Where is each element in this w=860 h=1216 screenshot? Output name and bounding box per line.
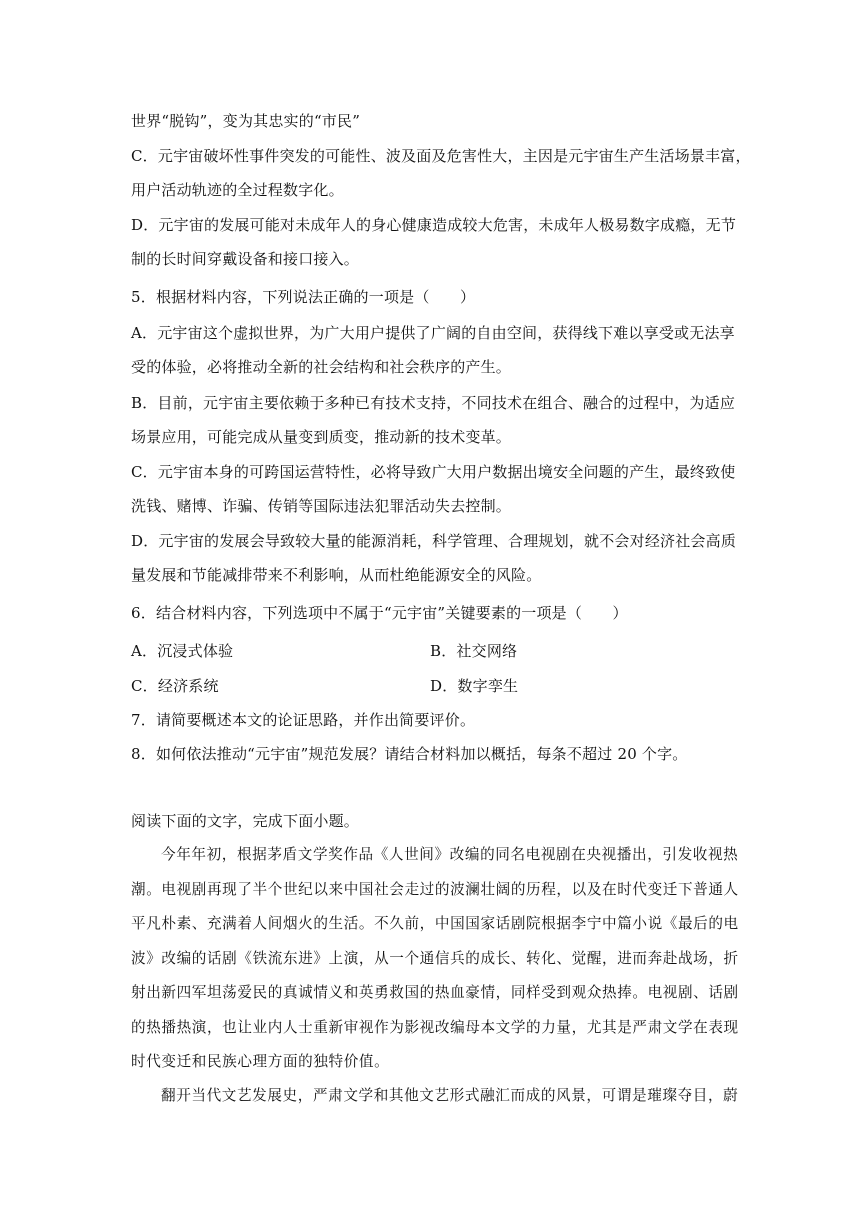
q5-option-d-line1: D．元宇宙的发展会导致较大量的能源消耗，科学管理、合理规划，就不会对经济社会高质 <box>131 532 737 550</box>
q4-option-d-line2: 制的长时间穿戴设备和接口接入。 <box>131 250 360 268</box>
passage-p1-line5: 射出新四军坦荡爱民的真诚情义和英勇救国的热血豪情，同样受到观众热捧。电视剧、话剧 <box>131 984 739 1001</box>
q6-option-c: C．经济系统 <box>131 677 219 695</box>
passage-p1-line1: 今年年初，根据茅盾文学奖作品《人世间》改编的同名电视剧在央视播出，引发收视热 <box>161 846 739 863</box>
q5-option-b-line2: 场景应用，可能完成从量变到质变，推动新的技术变革。 <box>131 428 512 446</box>
q4-option-d-line1: D．元宇宙的发展可能对未成年人的身心健康造成较大危害，未成年人极易数字成瘾，无节 <box>131 216 737 234</box>
q5-option-a-line1: A．元宇宙这个虚拟世界，为广大用户提供了广阔的自由空间，获得线下难以享受或无法享 <box>131 324 735 342</box>
q5-option-a-line2: 受的体验，必将推动全新的社会结构和社会秩序的产生。 <box>131 358 512 376</box>
q8-stem: 8．如何依法推动“元宇宙”规范发展？请结合材料加以概括，每条不超过 20 个字。 <box>131 745 688 763</box>
passage-p1-line2: 潮。电视剧再现了半个世纪以来中国社会走过的波澜壮阔的历程，以及在时代变迁下普通人 <box>131 881 739 898</box>
passage-p1-line3: 平凡朴素、充满着人间烟火的生活。不久前，中国国家话剧院根据李宁中篇小说《最后的电 <box>131 915 739 932</box>
q6-option-d: D．数字孪生 <box>430 677 519 695</box>
q5-stem: 5．根据材料内容，下列说法正确的一项是（ ） <box>131 288 476 306</box>
q4-option-c-line1: C．元宇宙破坏性事件突发的可能性、波及面及危害性大，主因是元宇宙生产生活场景丰富， <box>131 147 751 165</box>
q5-option-c-line2: 洗钱、赌博、诈骗、传销等国际违法犯罪活动失去控制。 <box>131 497 512 515</box>
reading-instruction: 阅读下面的文字，完成下面小题。 <box>131 812 360 830</box>
q6-option-a: A．沉浸式体验 <box>131 642 234 660</box>
q4-option-b-continuation: 世界“脱钩”，变为其忠实的“市民” <box>131 112 361 130</box>
passage-p1-line6: 的热播热演，也让业内人士重新审视作为影视改编母本文学的力量，尤其是严肃文学在表现 <box>131 1019 739 1036</box>
q4-option-c-line2: 用户活动轨迹的全过程数字化。 <box>131 181 344 199</box>
q5-option-c-line1: C．元宇宙本身的可跨国运营特性，必将导致广大用户数据出境安全问题的产生，最终致使 <box>131 463 736 481</box>
q6-option-b: B．社交网络 <box>430 642 518 660</box>
passage-p2-line1: 翻开当代文艺发展史，严肃文学和其他文艺形式融汇而成的风景，可谓是璀璨夺目，蔚 <box>161 1087 739 1104</box>
q5-option-b-line1: B．目前，元宇宙主要依赖于多种已有技术支持，不同技术在组合、融合的过程中，为适应 <box>131 394 736 412</box>
q7-stem: 7．请简要概述本文的论证思路，并作出简要评价。 <box>131 711 476 729</box>
passage-p1-line7: 时代变迁和民族心理方面的独特价值。 <box>131 1053 390 1070</box>
q6-stem: 6．结合材料内容，下列选项中不属于“元宇宙”关键要素的一项是（ ） <box>131 604 628 622</box>
q5-option-d-line2: 量发展和节能减排带来不利影响，从而杜绝能源安全的风险。 <box>131 566 542 584</box>
passage-p1-line4: 波》改编的话剧《铁流东进》上演，从一个通信兵的成长、转化、觉醒，进而奔赴战场，折 <box>131 950 739 967</box>
